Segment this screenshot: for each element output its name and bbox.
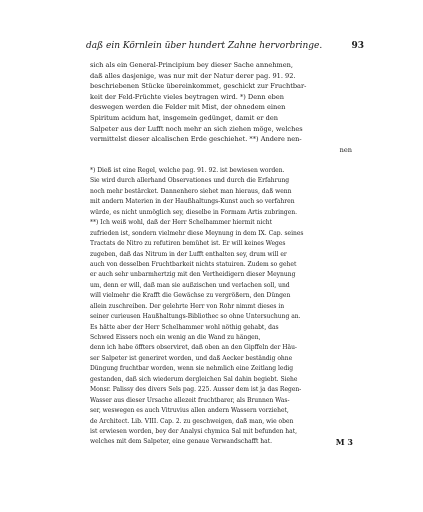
footnote-line: gestanden, daß sich wiederum dergleichen Sal dahin begiebt. Siehe (90, 375, 298, 383)
text-line: Salpeter aus der Lufft noch mehr an sich ziehen möge, welches (90, 124, 303, 133)
footnote-line: ser, weswegen es auch Vitruvius allen andern Wassern vorziehet, (90, 407, 289, 415)
footnote-line: Monsr. Palissy des divers Sels pag. 225. Ausser dem ist ja das Regen- (90, 386, 302, 394)
footnotes (90, 166, 352, 448)
text-line: beschriebenen Stücke übereinkommet, geschickt zur Fruchtbar- (90, 82, 307, 91)
footnote-line: will vielmehr die Krafft die Gewächse zu vergrößern, den Düngen (90, 292, 291, 300)
footnote-line: Tractats de Nitro zu refutiren bemühet ist. Er will keines Weges (90, 240, 286, 248)
footnote-line: um, denn er will, daß man sie außzischen und verlachen soll, und (90, 281, 290, 289)
footnote-line: denn ich habe öffters observiret, daß oben an den Gipffeln der Häu- (90, 344, 297, 352)
running-title: daß ein Körnlein über hundert Zahne hervorbringe. (86, 41, 323, 51)
page-number: 93 (351, 41, 364, 51)
text-line: vermittelst dieser alcalischen Erde geschiehet. **) Andere nen- (90, 135, 302, 144)
text-line: daß alles dasjenige, was nur mit der Natur derer pag. 91. 92. (90, 71, 296, 80)
page-header (86, 40, 364, 53)
text-line: sich als ein General-Principium bey dieser Sache annehmen, (90, 61, 293, 69)
footnote-line: auch von desselben Fruchtbarkeit nichts statuiren. Zudem so gehet (90, 260, 297, 268)
footnote-line: zugeben, daß das Nitrum in der Lufft enthalten sey, drum will er (90, 250, 287, 258)
footnote-line: *) Dieß ist eine Regel, welche pag. 91. 92. ist bewiesen worden. (90, 167, 285, 174)
footnote-line: noch mehr bestärcket. Dannenhero siehet man hieraus, daß wenn (90, 187, 292, 195)
footnote-line: würde, es nicht unmöglich sey, dieselbe in Formam Artis zubringen. (90, 208, 298, 216)
footnote-line: er auch sehr unbarmhertzig mit den Vertheidigern dieser Meynung (90, 271, 296, 279)
footnote-line: ser Salpeter ist generiret worden, und daß Aecker beständig ohne (90, 354, 293, 362)
footnote-line: Wasser aus dieser Ursache allezeit fruchtbarer, als Brunnen Was- (90, 396, 290, 404)
footnote-line: Düngung fruchtbar worden, wenn sie nehmlich eine Zeitlang ledig (90, 365, 294, 373)
footnote-line: Schwed Eissers noch ein wenig an die Wand zu hängen, (90, 334, 261, 341)
footnote-line: Sie wird durch allerhand Observationes und durch die Erfahrung (90, 177, 290, 185)
text-line: keit der Feld-Früchte vieles beytragen wird. *) Denn eben (90, 92, 284, 101)
main-text (90, 60, 352, 155)
footnote-line: mit andern Materien in der Haußhaltungs-Kunst auch so verfahren (90, 198, 295, 206)
footnote-line: de Architect. Lib. VIII. Cap. 2. zu geschweigen, daß man, wie oben (90, 417, 294, 425)
footnote-line: zufrieden ist, sondern vielmehr diese Meynung in dem IX. Cap. seines (90, 229, 304, 237)
catchword: M 3 (335, 437, 353, 447)
text-line: nen (339, 145, 352, 154)
text-line: Spiritum acidum hat, insgemein gedünget, damit er den (90, 113, 278, 122)
footnote-line: Es hätte aber der Herr Schelhammer wohl nöthig gehabt, das (90, 323, 279, 331)
text-line: deswegen werden die Felder mit Mist, der ohnedem einen (90, 103, 286, 112)
footnote-line: **) Ich weiß wohl, daß der Herr Schelhammer hiermit nicht (90, 219, 273, 227)
footnote-line: welches mit dem Salpeter, eine genaue Verwandschafft hat. (90, 438, 273, 446)
footnote-line: ist erwiesen worden, bey der Analysi chymica Sal mit befunden hat, (90, 427, 298, 435)
footnote-line: allein zuschreiben. Der gelehrte Herr von Rohr nimmt dieses in (90, 302, 285, 310)
footnote-line: seiner curieusen Haußhaltungs-Bibliothec so ohne Untersuchung an. (90, 313, 301, 321)
